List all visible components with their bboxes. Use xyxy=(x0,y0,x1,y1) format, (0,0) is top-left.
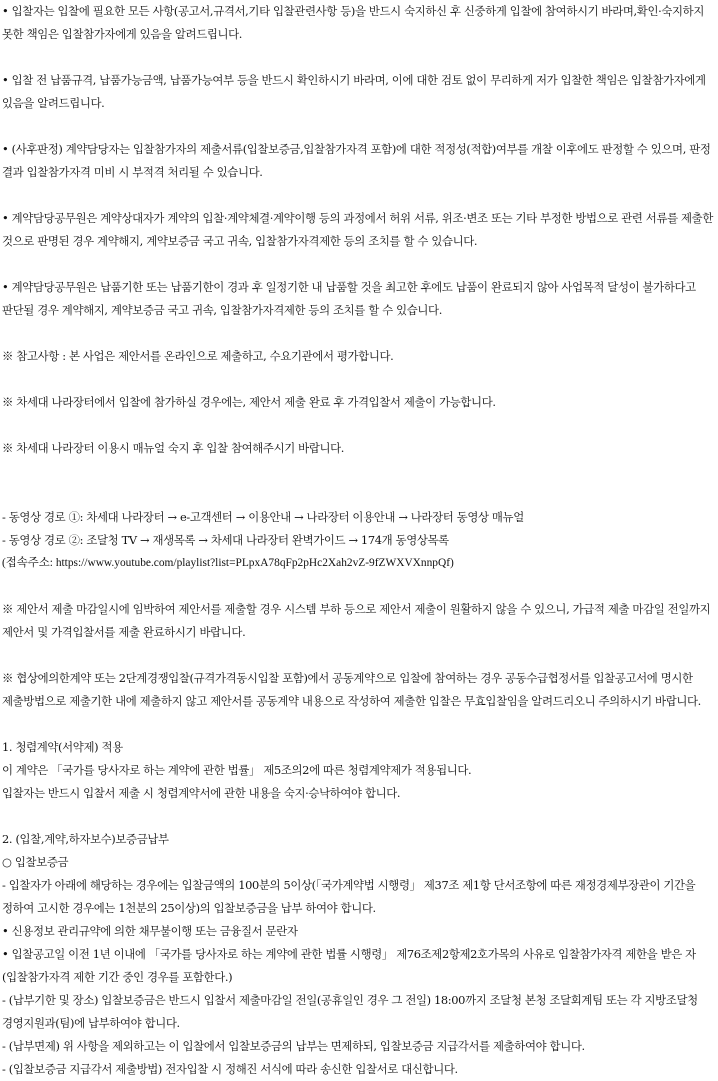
note-manual: ※ 차세대 나라장터 이용시 매뉴얼 숙지 후 입찰 참여해주시기 바랍니다. xyxy=(2,441,345,455)
section-deposit-title: 2. (입찰,계약,하자보수)보증금납부 xyxy=(2,832,169,846)
notice-bullet-delivery: • 계약담당공무원은 납품기한 또는 납품기한이 경과 후 일정기한 내 납품할 것을 최고한 후에도 납품이 완료되지 않아 사업목적 달성이 불가하다고 판단될 경우 계약해지, 계약보증금 국고 귀속, 입찰참가자격제한 등의 조치를 할 수 있습니다. xyxy=(2,280,696,317)
section-integrity-line1: 이 계약은 「국가를 당사자로 하는 계약에 관한 법률」 제5조의2에 따른 청렴계약제가 적용됩니다. xyxy=(2,763,472,777)
spacer xyxy=(2,460,717,483)
deposit-item: - 입찰자가 아래에 해당하는 경우에는 입찰금액의 100분의 5이상(「국가계약법 시행령」 제37조 제1항 단서조항에 따른 재정경제부장관이 기간을 정하여 고시한 경우에는 1천분의 25이상)의 입찰보증금을 납부 하여야 합니다. xyxy=(2,878,696,915)
deposit-item: - (입찰보증금 지급각서 제출방법) 전자입찰 시 정해진 서식에 따라 송신한 입찰서로 대신합니다. xyxy=(2,1062,458,1076)
spacer xyxy=(2,805,717,828)
deposit-item: - (납부면제) 위 사항을 제외하고는 이 입찰에서 입찰보증금의 납부는 면제하되, 입찰보증금 지급각서를 제출하여야 합니다. xyxy=(2,1039,585,1053)
spacer xyxy=(2,644,717,667)
notice-bullet-prepare: • 입찰자는 입찰에 필요한 모든 사항(공고서,규격서,기타 입찰관련사항 등)을 반드시 숙지하신 후 신중하게 입찰에 참여하시기 바라며,확인·숙지하지 못한 책임은 입찰참가자에게 있음을 알려드립니다. xyxy=(2,4,704,41)
section-integrity-title: 1. 청렴계약(서약제) 적용 xyxy=(2,740,123,754)
spacer xyxy=(2,115,717,138)
note-joint-contract: ※ 협상에의한계약 또는 2단계경쟁입찰(규격가격동시입찰 포함)에서 공동계약으로 입찰에 참여하는 경우 공동수급협정서를 입찰공고서에 명시한 제출방법으로 제출기한 내에 제출하지 않고 제안서를 공동계약 내용으로 작성하여 제출한 입찰은 무효입찰임을 알려드리오니 주의하시기 바랍니다. xyxy=(2,671,701,708)
note-deadline: ※ 제안서 제출 마감일시에 임박하여 제안서를 제출할 경우 시스템 부하 등으로 제안서 제출이 원활하지 않을 수 있으니, 가급적 제출 마감일 전일까지 제안서 및 가격입찰서를 제출 완료하시기 바랍니다. xyxy=(2,602,711,639)
notice-bullet-post-judgment: • (사후판정) 계약담당자는 입찰참가자의 제출서류(입찰보증금,입찰참가자격 포함)에 대한 적정성(적합)여부를 개찰 이후에도 판정할 수 있으며, 판정 결과 입찰참가자격 미비 시 부적격 처리될 수 있습니다. xyxy=(2,142,711,179)
note-price-bid: ※ 차세대 나라장터에서 입찰에 참가하실 경우에는, 제안서 제출 완료 후 가격입찰서 제출이 가능합니다. xyxy=(2,395,496,409)
deposit-item: • 신용정보 관리규약에 의한 채무불이행 또는 금융질서 문란자 xyxy=(2,924,298,938)
spacer xyxy=(2,184,717,207)
notice-bullet-check-spec: • 입찰 전 납품규격, 납품가능금액, 납품가능여부 등을 반드시 확인하시기 바라며, 이에 대한 검토 없이 무리하게 저가 입찰한 책임은 입찰참가자에게 있음을 알려드립니다. xyxy=(2,73,706,110)
video-url-link[interactable]: (접속주소: https://www.youtube.com/playlist?list=PLpxA78qFp2pHc2Xah2vZ-9fZWXVXnnpQf) xyxy=(2,557,454,569)
note-online-submission: ※ 참고사항 : 본 사업은 제안서를 온라인으로 제출하고, 수요기관에서 평가합니다. xyxy=(2,349,394,363)
video-path-1: - 동영상 경로 ①: 차세대 나라장터 → e-고객센터 → 이용안내 → 나라장터 이용안내 → 나라장터 동영상 매뉴얼 xyxy=(2,510,524,524)
spacer xyxy=(2,322,717,345)
deposit-item: - (납부기한 및 장소) 입찰보증금은 반드시 입찰서 제출마감일 전일(공휴일인 경우 그 전일) 18:00까지 조달청 본청 조달회계팀 또는 각 지방조달청 경영지원과(팀)에 납부하여야 합니다. xyxy=(2,993,698,1030)
section-deposit-subtitle: ○ 입찰보증금 xyxy=(2,855,69,869)
spacer xyxy=(2,483,717,506)
spacer xyxy=(2,575,717,598)
spacer xyxy=(2,46,717,69)
spacer xyxy=(2,713,717,736)
deposit-item: • 입찰공고일 이전 1년 이내에 「국가를 당사자로 하는 계약에 관한 법률 시행령」 제76조제2항제2호가목의 사유로 입찰참가자격 제한을 받은 자(입찰참가자격 제한 기간 중인 경우를 포함한다.) xyxy=(2,947,696,984)
section-integrity-line2: 입찰자는 반드시 입찰서 제출 시 청렴계약서에 관한 내용을 숙지·승낙하여야 합니다. xyxy=(2,786,401,800)
spacer xyxy=(2,253,717,276)
spacer xyxy=(2,368,717,391)
video-path-2: - 동영상 경로 ②: 조달청 TV → 재생목록 → 차세대 나라장터 완벽가이드 → 174개 동영상목록 xyxy=(2,533,449,547)
notice-bullet-fraud: • 계약담당공무원은 계약상대자가 계약의 입찰·계약체결·계약이행 등의 과정에서 허위 서류, 위조·변조 또는 기타 부정한 방법으로 관련 서류를 제출한 것으로 판명된 경우 계약해지, 계약보증금 국고 귀속, 입찰참가자격제한 등의 조치를 할 수 있습니다. xyxy=(2,211,713,248)
spacer xyxy=(2,414,717,437)
